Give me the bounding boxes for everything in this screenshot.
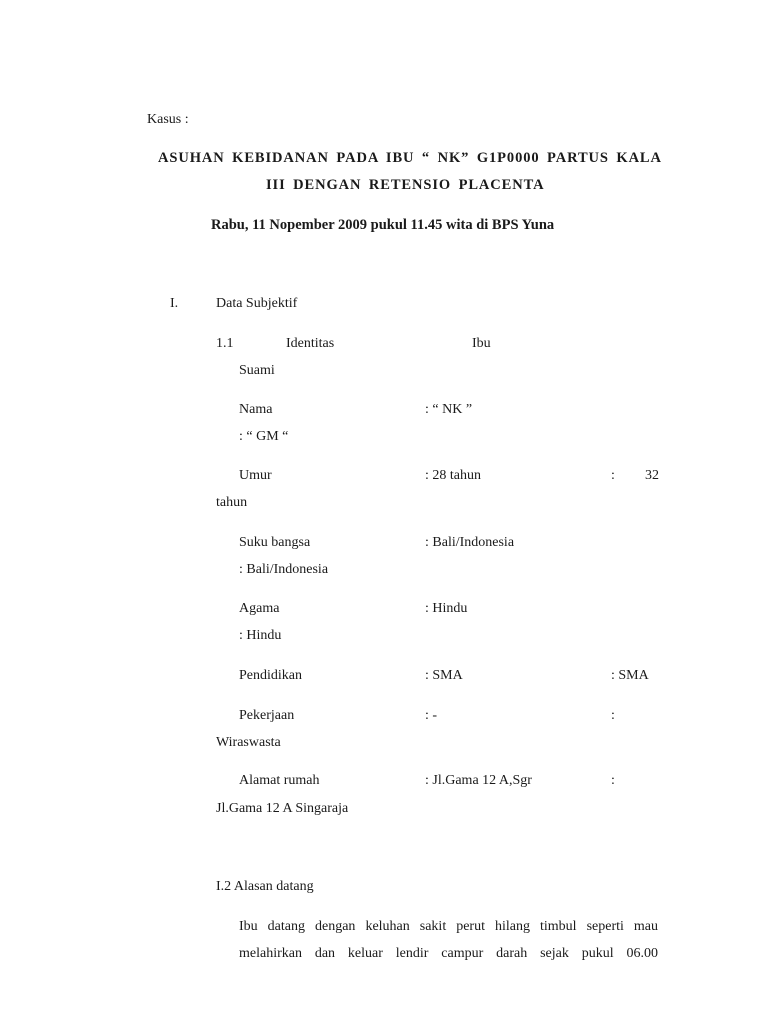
case-label: Kasus : bbox=[147, 112, 189, 127]
identitas-heading: Identitas bbox=[286, 336, 335, 351]
suami-value: 32 bbox=[645, 468, 659, 483]
ibu-value: : Jl.Gama 12 A,Sgr bbox=[425, 773, 532, 788]
suami-colon: : bbox=[611, 468, 615, 483]
suami-value: : Hindu bbox=[239, 628, 282, 643]
suami-value: : Bali/Indonesia bbox=[239, 562, 329, 577]
suami-value-continued: Jl.Gama 12 A Singaraja bbox=[216, 801, 349, 816]
section-number: I. bbox=[170, 296, 179, 311]
document-title-line-1: ASUHAN KEBIDANAN PADA IBU “ NK” G1P0000 PARTUS KALA bbox=[158, 150, 662, 166]
column-header-suami: Suami bbox=[239, 363, 275, 378]
row-label: Pekerjaan bbox=[239, 708, 295, 723]
suami-value-continued: Wiraswasta bbox=[216, 735, 281, 750]
ibu-value: : Bali/Indonesia bbox=[425, 535, 515, 550]
ibu-value: : Hindu bbox=[425, 601, 468, 616]
suami-colon: : bbox=[611, 708, 615, 723]
row-label: Umur bbox=[239, 468, 272, 483]
suami-value: : “ GM “ bbox=[239, 429, 289, 444]
row-label: Alamat rumah bbox=[239, 773, 320, 788]
row-label: Suku bangsa bbox=[239, 535, 311, 550]
suami-colon: : bbox=[611, 773, 615, 788]
row-label: Pendidikan bbox=[239, 668, 302, 683]
paragraph-line-2: melahirkan dan keluar lendir campur darah sejak pukul 06.00 bbox=[239, 946, 658, 961]
ibu-value: : SMA bbox=[425, 668, 463, 683]
document-title-line-2: III DENGAN RETENSIO PLACENTA bbox=[266, 177, 545, 193]
column-header-ibu: Ibu bbox=[472, 336, 491, 351]
document-subtitle: Rabu, 11 Nopember 2009 pukul 11.45 wita di BPS Yuna bbox=[211, 217, 555, 233]
paragraph-line-1: Ibu datang dengan keluhan sakit perut hilang timbul seperti mau bbox=[239, 919, 658, 934]
subsection-number: 1.1 bbox=[216, 336, 234, 351]
ibu-value: : 28 tahun bbox=[425, 468, 481, 483]
subsection-title: I.2 Alasan datang bbox=[216, 879, 314, 894]
ibu-value: : - bbox=[425, 708, 438, 723]
ibu-value: : “ NK ” bbox=[425, 402, 473, 417]
row-label: Nama bbox=[239, 402, 273, 417]
suami-value: : SMA bbox=[611, 668, 649, 683]
section-title: Data Subjektif bbox=[216, 296, 298, 311]
row-label: Agama bbox=[239, 601, 280, 616]
suami-value-continued: tahun bbox=[216, 495, 248, 510]
